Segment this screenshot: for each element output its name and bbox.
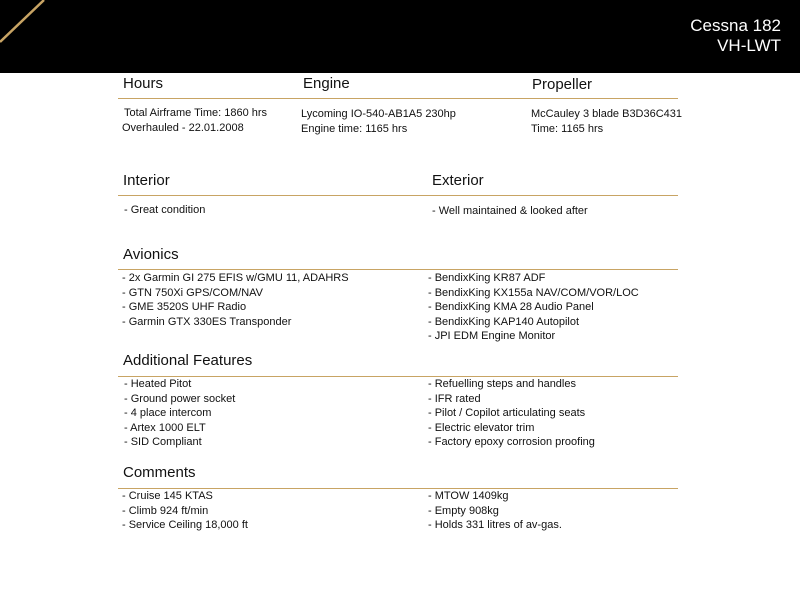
title-block bbox=[690, 16, 781, 56]
list-item: - Heated Pitot bbox=[124, 378, 192, 390]
list-item: - JPI EDM Engine Monitor bbox=[428, 330, 556, 342]
features-list-right bbox=[428, 377, 595, 450]
hours-heading: Hours bbox=[123, 75, 164, 92]
aircraft-registration: VH-LWT bbox=[717, 36, 781, 55]
avionics-list-left bbox=[122, 271, 349, 329]
corner-stripe-icon bbox=[0, 0, 60, 73]
interior-text: - Great condition bbox=[124, 204, 206, 216]
list-item: - BendixKing KR87 ADF bbox=[428, 272, 546, 284]
list-item: - Ground power socket bbox=[124, 392, 236, 405]
propeller-heading: Propeller bbox=[532, 76, 593, 93]
header-bar bbox=[0, 0, 800, 73]
hours-line-2: Overhauled - 22.01.2008 bbox=[122, 121, 244, 134]
list-item: - Factory epoxy corrosion proofing bbox=[428, 436, 595, 448]
list-item: - Service Ceiling 18,000 ft bbox=[122, 519, 248, 531]
propeller-details bbox=[531, 107, 682, 136]
engine-line-1: Lycoming IO-540-AB1A5 230hp bbox=[301, 108, 456, 120]
interior-heading: Interior bbox=[123, 172, 170, 189]
features-list-left bbox=[124, 377, 235, 450]
aircraft-model: Cessna 182 bbox=[690, 16, 781, 35]
list-item: - Empty 908kg bbox=[428, 504, 499, 517]
comments-heading: Comments bbox=[123, 464, 196, 481]
interior-divider bbox=[118, 195, 678, 196]
propeller-line-2: Time: 1165 hrs bbox=[531, 122, 604, 135]
avionics-heading: Avionics bbox=[123, 246, 179, 263]
list-item: - Climb 924 ft/min bbox=[122, 504, 209, 517]
avionics-divider bbox=[118, 269, 678, 270]
list-item: - BendixKing KAP140 Autopilot bbox=[428, 315, 580, 328]
comments-list-right bbox=[428, 489, 562, 533]
engine-heading: Engine bbox=[303, 75, 350, 92]
engine-line-2: Engine time: 1165 hrs bbox=[301, 122, 408, 135]
list-item: - BendixKing KX155a NAV/COM/VOR/LOC bbox=[428, 286, 639, 299]
hours-details bbox=[124, 106, 267, 135]
list-item: - GTN 750Xi GPS/COM/NAV bbox=[122, 286, 263, 299]
exterior-text: - Well maintained & looked after bbox=[432, 205, 588, 217]
list-item: - GME 3520S UHF Radio bbox=[122, 301, 247, 313]
list-item: - MTOW 1409kg bbox=[428, 490, 509, 502]
list-item: - Pilot / Copilot articulating seats bbox=[428, 407, 586, 419]
list-item: - Holds 331 litres of av-gas. bbox=[428, 519, 562, 531]
propeller-line-1: McCauley 3 blade B3D36C431 bbox=[531, 108, 683, 120]
list-item: - SID Compliant bbox=[124, 436, 202, 448]
list-item: - BendixKing KMA 28 Audio Panel bbox=[428, 301, 594, 313]
list-item: - Garmin GTX 330ES Transponder bbox=[122, 315, 292, 328]
list-item: - Electric elevator trim bbox=[428, 421, 535, 434]
list-item: - 2x Garmin GI 275 EFIS w/GMU 11, ADAHRS bbox=[122, 272, 349, 284]
list-item: - 4 place intercom bbox=[124, 407, 212, 419]
comments-list-left bbox=[122, 489, 248, 533]
hours-divider bbox=[118, 98, 678, 99]
exterior-heading: Exterior bbox=[432, 172, 484, 189]
engine-details bbox=[301, 107, 456, 136]
avionics-list-right bbox=[428, 271, 639, 344]
list-item: - Refuelling steps and handles bbox=[428, 378, 576, 390]
list-item: - Artex 1000 ELT bbox=[124, 421, 206, 434]
additional-features-heading: Additional Features bbox=[123, 352, 253, 369]
list-item: - Cruise 145 KTAS bbox=[122, 490, 213, 502]
hours-line-1: Total Airframe Time: 1860 hrs bbox=[124, 107, 268, 119]
list-item: - IFR rated bbox=[428, 392, 481, 405]
